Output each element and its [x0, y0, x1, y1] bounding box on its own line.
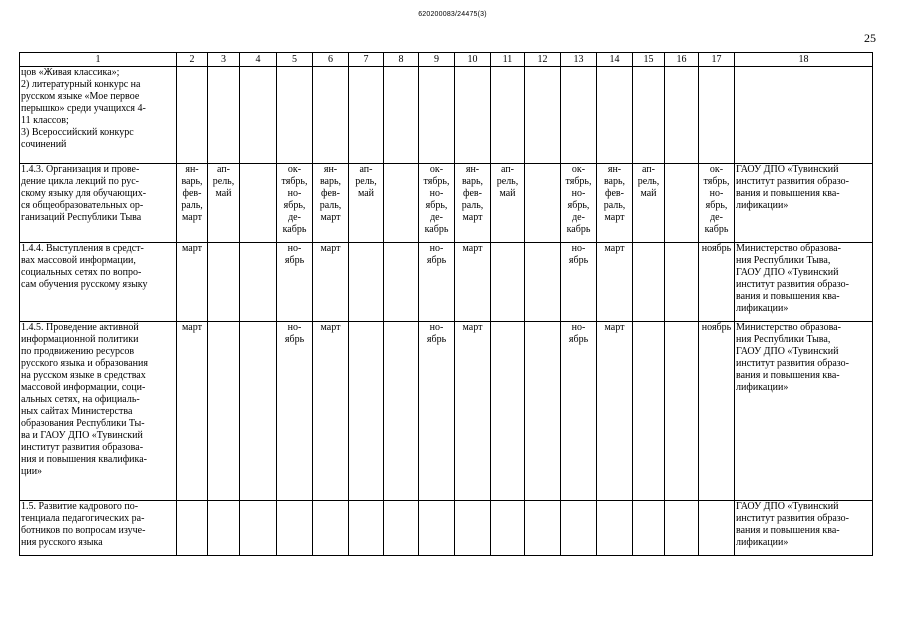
- schedule-cell-col-11: [491, 501, 525, 556]
- cell-text-line: март: [462, 322, 483, 333]
- cell-text-line: май: [640, 188, 657, 199]
- cell-text-line: но-: [709, 188, 724, 199]
- schedule-cell-col-6: [313, 501, 349, 556]
- cell-text-line: ных сайтах Министерства: [21, 406, 133, 417]
- schedule-cell-col-7: [349, 501, 384, 556]
- schedule-cell-col-9: [419, 164, 455, 243]
- schedule-cell-col-12: [525, 243, 561, 322]
- schedule-cell-col-8: [384, 501, 419, 556]
- column-number-15: 15: [633, 53, 665, 67]
- cell-text-line: варь,: [603, 176, 626, 187]
- column-number-11: 11: [491, 53, 525, 67]
- schedule-cell-col-2: [177, 164, 208, 243]
- cell-text-line: кабрь: [282, 224, 307, 235]
- cell-text-line: цов «Живая классика»;: [21, 67, 120, 78]
- table-row: [20, 322, 873, 501]
- schedule-cell-col-6: [313, 164, 349, 243]
- cell-text-line: тябрь,: [281, 176, 308, 187]
- cell-text-line: рель,: [496, 176, 519, 187]
- schedule-cell-col-14: [597, 67, 633, 164]
- schedule-cell-col-14: [597, 164, 633, 243]
- column-number-1: 1: [20, 53, 177, 67]
- schedule-cell-col-16: [665, 322, 699, 501]
- schedule-cell-col-11: [491, 67, 525, 164]
- cell-text-line: ябрь,: [425, 200, 448, 211]
- cell-text-line: кабрь: [704, 224, 729, 235]
- column-number-13: 13: [561, 53, 597, 67]
- cell-text-line: институт развития образо-: [736, 176, 850, 187]
- schedule-cell-col-12: [525, 322, 561, 501]
- schedule-cell-col-14: [597, 243, 633, 322]
- cell-text-line: раль,: [461, 200, 484, 211]
- cell-text-line: институт развития образо-: [736, 279, 850, 290]
- cell-text-line: по продвижению ресурсов: [21, 346, 135, 357]
- cell-text-line: рель,: [355, 176, 377, 187]
- cell-text-line: но-: [429, 188, 444, 199]
- cell-text-line: рель,: [212, 176, 235, 187]
- activity-cell: [20, 67, 177, 164]
- cell-text-line: вания и повышения ква-: [736, 370, 840, 381]
- cell-text-line: май: [499, 188, 516, 199]
- schedule-cell-col-15: [633, 243, 665, 322]
- schedule-cell-col-12: [525, 67, 561, 164]
- cell-text-line: март: [182, 322, 202, 333]
- column-number-3: 3: [208, 53, 240, 67]
- cell-text-line: тенциала педагогических ра-: [21, 513, 145, 524]
- cell-text-line: лификации»: [736, 537, 789, 548]
- schedule-cell-col-2: [177, 501, 208, 556]
- cell-text-line: но-: [287, 188, 302, 199]
- responsible-cell: [735, 322, 873, 501]
- plan-table-body: [20, 53, 873, 556]
- cell-text-line: март: [182, 243, 202, 254]
- schedule-cell-col-10: [455, 322, 491, 501]
- schedule-cell-col-15: [633, 322, 665, 501]
- schedule-cell-col-9: [419, 243, 455, 322]
- page-number: 25: [864, 31, 876, 45]
- cell-text-line: лификации»: [736, 382, 789, 393]
- schedule-cell-col-7: [349, 67, 384, 164]
- cell-text-line: 1.4.4. Выступления в средст-: [21, 243, 144, 254]
- schedule-cell-col-13: [561, 501, 597, 556]
- cell-text-line: раль,: [319, 200, 342, 211]
- cell-text-line: ноябрь: [701, 243, 732, 254]
- cell-text-line: ся общеобразовательных ор-: [21, 200, 144, 211]
- cell-text-line: март: [182, 212, 202, 223]
- schedule-cell-col-9: [419, 322, 455, 501]
- schedule-cell-col-17: [699, 243, 735, 322]
- schedule-cell-col-17: [699, 164, 735, 243]
- cell-text-line: варь,: [461, 176, 484, 187]
- schedule-cell-col-4: [240, 501, 277, 556]
- cell-text-line: ап-: [501, 164, 514, 175]
- activity-cell: [20, 322, 177, 501]
- schedule-cell-col-2: [177, 67, 208, 164]
- cell-text-line: но-: [571, 188, 586, 199]
- cell-text-line: вания и повышения ква-: [736, 291, 840, 302]
- cell-text-line: но-: [571, 243, 586, 254]
- schedule-cell-col-3: [208, 243, 240, 322]
- schedule-cell-col-11: [491, 164, 525, 243]
- cell-text-line: ния русского языка: [21, 537, 103, 548]
- cell-text-line: 3) Всероссийский конкурс: [21, 127, 134, 138]
- schedule-cell-col-8: [384, 67, 419, 164]
- cell-text-line: ап-: [217, 164, 230, 175]
- cell-text-line: вах массовой информации,: [21, 255, 136, 266]
- cell-text-line: сочинений: [21, 139, 67, 150]
- cell-text-line: но-: [287, 243, 302, 254]
- cell-text-line: варь,: [319, 176, 342, 187]
- schedule-cell-col-11: [491, 243, 525, 322]
- cell-text-line: 1.4.3. Организация и прове-: [21, 164, 140, 175]
- column-number-8: 8: [384, 53, 419, 67]
- column-number-16: 16: [665, 53, 699, 67]
- schedule-cell-col-8: [384, 322, 419, 501]
- schedule-cell-col-13: [561, 243, 597, 322]
- cell-text-line: ябрь,: [283, 200, 306, 211]
- schedule-cell-col-7: [349, 322, 384, 501]
- column-number-17: 17: [699, 53, 735, 67]
- cell-text-line: фев-: [463, 188, 482, 199]
- cell-text-line: кабрь: [566, 224, 591, 235]
- cell-text-line: варь,: [181, 176, 203, 187]
- schedule-cell-col-16: [665, 243, 699, 322]
- cell-text-line: но-: [287, 322, 302, 333]
- schedule-cell-col-5: [277, 243, 313, 322]
- cell-text-line: март: [320, 243, 341, 254]
- cell-text-line: де-: [572, 212, 585, 223]
- schedule-cell-col-2: [177, 243, 208, 322]
- cell-text-line: русского языка и образования: [21, 358, 148, 369]
- plan-table: [19, 52, 873, 556]
- cell-text-line: ния Республики Тыва,: [736, 334, 831, 345]
- cell-text-line: русском языке «Мое первое: [21, 91, 140, 102]
- column-number-9: 9: [419, 53, 455, 67]
- document-id: 620200083/24475(3): [418, 11, 487, 18]
- schedule-cell-col-17: [699, 322, 735, 501]
- cell-text-line: дение цикла лекций по рус-: [21, 176, 139, 187]
- schedule-cell-col-7: [349, 164, 384, 243]
- cell-text-line: перышко» среди учащихся 4-: [21, 103, 146, 114]
- schedule-cell-col-5: [277, 322, 313, 501]
- schedule-cell-col-5: [277, 501, 313, 556]
- cell-text-line: вания и повышения ква-: [736, 525, 840, 536]
- schedule-cell-col-15: [633, 501, 665, 556]
- column-number-2: 2: [177, 53, 208, 67]
- cell-text-line: март: [462, 243, 483, 254]
- cell-text-line: март: [320, 322, 341, 333]
- schedule-cell-col-15: [633, 164, 665, 243]
- schedule-cell-col-10: [455, 67, 491, 164]
- cell-text-line: институт развития образо-: [736, 358, 850, 369]
- cell-text-line: ГАОУ ДПО «Тувинский: [736, 501, 839, 512]
- cell-text-line: ябрь: [426, 255, 447, 266]
- cell-text-line: ян-: [607, 164, 622, 175]
- schedule-cell-col-12: [525, 501, 561, 556]
- cell-text-line: информационной политики: [21, 334, 139, 345]
- cell-text-line: но-: [429, 243, 444, 254]
- cell-text-line: ябрь: [284, 255, 305, 266]
- schedule-cell-col-16: [665, 501, 699, 556]
- cell-text-line: образования Республики Ты-: [21, 418, 145, 429]
- cell-text-line: март: [320, 212, 341, 223]
- schedule-cell-col-16: [665, 67, 699, 164]
- cell-text-line: ябрь,: [567, 200, 590, 211]
- cell-text-line: ботников по вопросам изуче-: [21, 525, 146, 536]
- schedule-cell-col-4: [240, 322, 277, 501]
- column-number-row: [20, 53, 873, 67]
- cell-text-line: но-: [429, 322, 444, 333]
- cell-text-line: тябрь,: [703, 176, 730, 187]
- schedule-cell-col-3: [208, 67, 240, 164]
- responsible-cell: [735, 67, 873, 164]
- cell-text-line: ния Республики Тыва,: [736, 255, 831, 266]
- cell-text-line: рель,: [637, 176, 660, 187]
- cell-text-line: ок-: [709, 164, 724, 175]
- schedule-cell-col-14: [597, 322, 633, 501]
- schedule-cell-col-8: [384, 243, 419, 322]
- schedule-cell-col-15: [633, 67, 665, 164]
- cell-text-line: де-: [710, 212, 723, 223]
- column-number-7: 7: [349, 53, 384, 67]
- schedule-cell-col-9: [419, 501, 455, 556]
- schedule-cell-col-7: [349, 243, 384, 322]
- cell-text-line: кабрь: [424, 224, 449, 235]
- cell-text-line: ябрь,: [705, 200, 728, 211]
- cell-text-line: Министерство образова-: [736, 243, 841, 254]
- cell-text-line: альных сетях, на официаль-: [21, 394, 140, 405]
- cell-text-line: ян-: [465, 164, 480, 175]
- cell-text-line: ябрь: [426, 334, 447, 345]
- cell-text-line: тябрь,: [423, 176, 450, 187]
- cell-text-line: 1.4.5. Проведение активной: [21, 322, 139, 333]
- schedule-cell-col-13: [561, 164, 597, 243]
- cell-text-line: ап-: [642, 164, 655, 175]
- cell-text-line: май: [215, 188, 232, 199]
- schedule-cell-col-6: [313, 322, 349, 501]
- responsible-cell: [735, 243, 873, 322]
- cell-text-line: 11 классов;: [21, 115, 69, 126]
- schedule-cell-col-3: [208, 164, 240, 243]
- cell-text-line: ГАОУ ДПО «Тувинский: [736, 346, 839, 357]
- cell-text-line: ции»: [21, 466, 43, 477]
- cell-text-line: март: [604, 243, 625, 254]
- schedule-cell-col-2: [177, 322, 208, 501]
- schedule-cell-col-10: [455, 243, 491, 322]
- cell-text-line: скому языку для обучающих-: [21, 188, 147, 199]
- schedule-cell-col-13: [561, 322, 597, 501]
- cell-text-line: март: [604, 212, 625, 223]
- cell-text-line: май: [357, 188, 375, 199]
- cell-text-line: но-: [571, 322, 586, 333]
- cell-text-line: ва и ГАОУ ДПО «Тувинский: [21, 430, 143, 441]
- cell-text-line: 1.5. Развитие кадрового по-: [21, 501, 139, 512]
- schedule-cell-col-8: [384, 164, 419, 243]
- cell-text-line: раль,: [603, 200, 626, 211]
- cell-text-line: март: [604, 322, 625, 333]
- cell-text-line: фев-: [321, 188, 340, 199]
- table-row: [20, 164, 873, 243]
- table-row: [20, 243, 873, 322]
- cell-text-line: ок-: [287, 164, 302, 175]
- schedule-cell-col-5: [277, 67, 313, 164]
- schedule-cell-col-6: [313, 67, 349, 164]
- schedule-cell-col-4: [240, 243, 277, 322]
- cell-text-line: лификации»: [736, 303, 789, 314]
- cell-text-line: массовой информации, соци-: [21, 382, 146, 393]
- schedule-cell-col-6: [313, 243, 349, 322]
- column-number-10: 10: [455, 53, 491, 67]
- schedule-cell-col-13: [561, 67, 597, 164]
- cell-text-line: ок-: [429, 164, 444, 175]
- cell-text-line: ганизаций Республики Тыва: [21, 212, 142, 223]
- column-number-18: 18: [735, 53, 873, 67]
- schedule-cell-col-5: [277, 164, 313, 243]
- cell-text-line: ябрь: [568, 255, 589, 266]
- cell-text-line: институт развития образова-: [21, 442, 144, 453]
- schedule-cell-col-16: [665, 164, 699, 243]
- cell-text-line: тябрь,: [565, 176, 592, 187]
- schedule-cell-col-10: [455, 501, 491, 556]
- cell-text-line: де-: [430, 212, 443, 223]
- cell-text-line: Министерство образова-: [736, 322, 841, 333]
- cell-text-line: лификации»: [736, 200, 789, 211]
- cell-text-line: ап-: [359, 164, 373, 175]
- activity-cell: [20, 501, 177, 556]
- schedule-cell-col-3: [208, 501, 240, 556]
- cell-text-line: ябрь: [568, 334, 589, 345]
- cell-text-line: на русском языке в средствах: [21, 370, 146, 381]
- column-number-14: 14: [597, 53, 633, 67]
- cell-text-line: фев-: [182, 188, 202, 199]
- schedule-cell-col-14: [597, 501, 633, 556]
- responsible-cell: [735, 164, 873, 243]
- schedule-cell-col-9: [419, 67, 455, 164]
- cell-text-line: институт развития образо-: [736, 513, 850, 524]
- activity-cell: [20, 164, 177, 243]
- cell-text-line: фев-: [605, 188, 624, 199]
- cell-text-line: март: [462, 212, 483, 223]
- schedule-cell-col-4: [240, 164, 277, 243]
- schedule-cell-col-11: [491, 322, 525, 501]
- cell-text-line: вания и повышения ква-: [736, 188, 840, 199]
- cell-text-line: ябрь: [284, 334, 305, 345]
- schedule-cell-col-17: [699, 501, 735, 556]
- column-number-5: 5: [277, 53, 313, 67]
- schedule-cell-col-3: [208, 322, 240, 501]
- schedule-cell-col-12: [525, 164, 561, 243]
- cell-text-line: ГАОУ ДПО «Тувинский: [736, 164, 839, 175]
- cell-text-line: ян-: [185, 164, 199, 175]
- schedule-cell-col-10: [455, 164, 491, 243]
- schedule-cell-col-4: [240, 67, 277, 164]
- cell-text-line: социальных сетях по вопро-: [21, 267, 142, 278]
- column-number-12: 12: [525, 53, 561, 67]
- table-row: [20, 67, 873, 164]
- column-number-4: 4: [240, 53, 277, 67]
- table-row: [20, 501, 873, 556]
- cell-text-line: ГАОУ ДПО «Тувинский: [736, 267, 839, 278]
- column-number-6: 6: [313, 53, 349, 67]
- schedule-cell-col-17: [699, 67, 735, 164]
- cell-text-line: ния и повышения квалифика-: [21, 454, 148, 465]
- cell-text-line: ноябрь: [701, 322, 732, 333]
- cell-text-line: раль,: [181, 200, 203, 211]
- activity-cell: [20, 243, 177, 322]
- cell-text-line: ян-: [323, 164, 338, 175]
- cell-text-line: де-: [288, 212, 301, 223]
- responsible-cell: [735, 501, 873, 556]
- cell-text-line: ок-: [571, 164, 586, 175]
- cell-text-line: 2) литературный конкурс на: [21, 79, 141, 90]
- cell-text-line: сам обучения русскому языку: [21, 279, 148, 290]
